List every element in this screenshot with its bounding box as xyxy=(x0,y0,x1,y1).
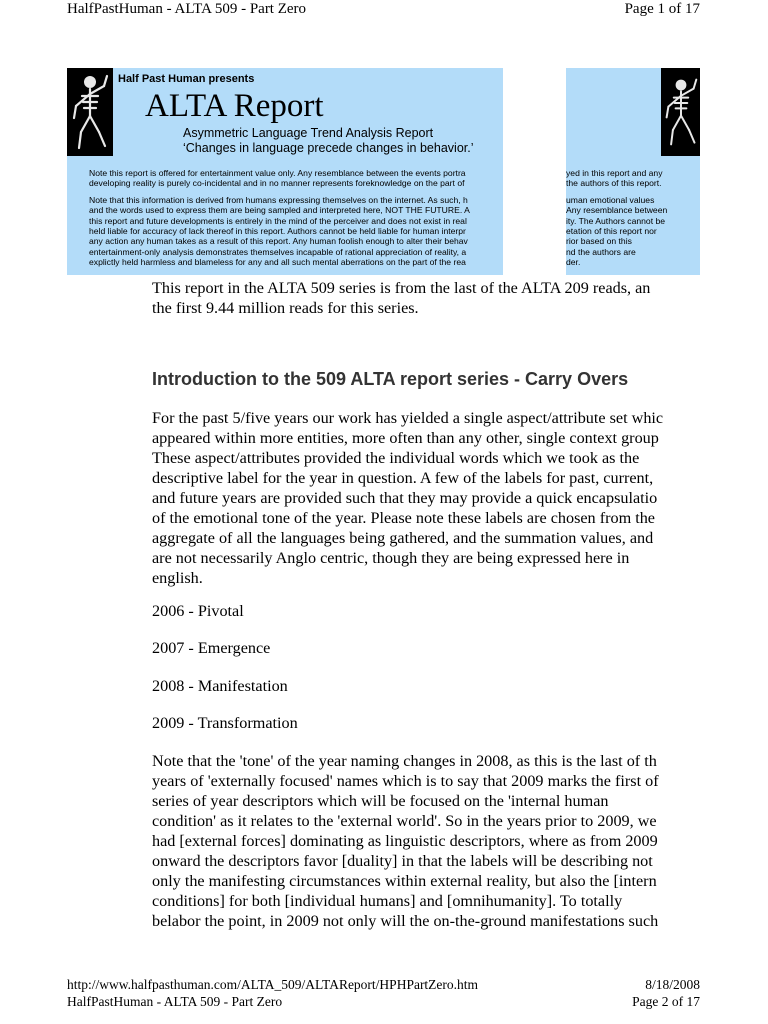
disclaimer-line: uman emotional values xyxy=(566,194,655,205)
disclaimer-line: and the words used to express them are being sampled and interpreted here, NOT THE FUTURE. A xyxy=(89,205,470,216)
banner-disclaimer-left xyxy=(89,168,503,268)
disclaimer-line: ity. The Authors cannot be xyxy=(566,215,666,226)
disclaimer-line: developing reality is purely co-incidental and in no manner represents foreknowledge on the part of xyxy=(89,178,465,189)
disclaimer-line: Any resemblance between xyxy=(566,205,668,216)
year-2007-label: 2007 - Emergence xyxy=(152,639,271,657)
text-line: Note that the 'tone' of the year naming changes in 2008, as this is the last of th xyxy=(152,752,657,770)
banner-presents: Half Past Human presents xyxy=(118,73,255,85)
disclaimer-line: etation of this report nor xyxy=(566,226,657,237)
text-line: series of year descriptors which will be focused on the 'internal human xyxy=(152,792,609,810)
banner-subtitle xyxy=(183,126,474,156)
year-2006-label: 2006 - Pivotal xyxy=(152,602,244,620)
text-line: are not necessarily Anglo centric, though they are being expressed here in xyxy=(152,549,630,567)
disclaimer-line: this report and future developments is entirely in the mind of the perceiver and does not exist in real xyxy=(89,215,467,226)
footer-date: 8/18/2008 xyxy=(645,977,700,992)
next-page-number: Page 2 of 17 xyxy=(632,994,700,1009)
text-line: of the emotional tone of the year. Please note these labels are chosen from the xyxy=(152,509,655,527)
text-line: years of 'externally focused' names which is to say that 2009 marks the first of xyxy=(152,772,659,790)
disclaimer-line: Note this report is offered for entertainment value only. Any resemblance between the events portra xyxy=(89,168,466,178)
banner-title: ALTA Report xyxy=(145,88,324,124)
text-line: belabor the point, in 2009 not only will the on-the-ground manifestations such xyxy=(152,912,659,930)
disclaimer-line: the authors of this report. xyxy=(566,178,662,189)
disclaimer-line: nd the authors are xyxy=(566,246,636,257)
disclaimer-line: explictly held harmless and blameless for any and all such mental aberrations on the part of the rea xyxy=(89,257,466,268)
text-line: For the past 5/five years our work has yielded a single aspect/attribute set whic xyxy=(152,409,664,427)
text-line: onward the descriptors favor [duality] in that the labels will be describing not xyxy=(152,852,653,870)
text-line: only the manifesting circumstances within external reality, but also the [intern xyxy=(152,872,657,890)
paragraph-tone xyxy=(152,751,700,931)
disclaimer-line: yed in this report and any xyxy=(566,168,663,178)
next-page-title: HalfPastHuman - ALTA 509 - Part Zero xyxy=(67,994,283,1009)
paragraph-labels xyxy=(152,408,700,588)
text-line: condition' as it relates to the 'external world'. So in the years prior to 2009, we xyxy=(152,812,657,830)
disclaimer-line: der. xyxy=(566,257,581,268)
text-line: appeared within more entities, more often than any other, single context group xyxy=(152,429,659,447)
text-line: and future years are provided such that they may provide a quick encapsulatio xyxy=(152,489,658,507)
skeleton-icon xyxy=(661,68,700,156)
text-line: descriptive label for the year in question. A few of the labels for past, current, xyxy=(152,469,654,487)
banner-disclaimer-right xyxy=(566,168,700,268)
text-line: the first 9.44 million reads for this series. xyxy=(152,299,419,317)
year-2008-label: 2008 - Manifestation xyxy=(152,677,288,695)
year-2009-label: 2009 - Transformation xyxy=(152,714,298,732)
text-line: aggregate of all the languages being gathered, and the summation values, and xyxy=(152,529,654,547)
disclaimer-line: Note that this information is derived from humans expressing themselves on the internet. As such, h xyxy=(89,194,468,205)
page-number: Page 1 of 17 xyxy=(624,1,700,17)
document-title: HalfPastHuman - ALTA 509 - Part Zero xyxy=(67,1,307,17)
banner-subtitle-line-1: Asymmetric Language Trend Analysis Report xyxy=(183,126,434,140)
banner-subtitle-line-2: ‘Changes in language precede changes in behavior.’ xyxy=(183,141,474,155)
footer-url[interactable]: http://www.halfpasthuman.com/ALTA_509/ALTAReport/HPHPartZero.htm xyxy=(67,977,479,992)
text-line: english. xyxy=(152,569,203,587)
disclaimer-line: entertainment-only analysis demonstrates themselves incapable of rational appreciation of reality, a xyxy=(89,246,467,257)
disclaimer-line: rior based on this xyxy=(566,236,632,247)
text-line: conditions] for both [individual humans] and [omnihumanity]. To totally xyxy=(152,892,623,910)
intro-paragraph xyxy=(152,278,700,318)
skeleton-icon xyxy=(67,68,113,156)
disclaimer-line: any action any human takes as a result of this report. Any human foolish enough to alter their behav xyxy=(89,236,468,247)
text-line: had [external forces] dominating as linguistic descriptors, where as from 2009 xyxy=(152,832,658,850)
disclaimer-line: held liable for accuracy of lack thereof in this report. Authors cannot be held liable for human interpr xyxy=(89,226,466,237)
text-line: This report in the ALTA 509 series is from the last of the ALTA 209 reads, an xyxy=(152,279,651,297)
text-line: These aspect/attributes provided the individual words which we took as the xyxy=(152,449,640,467)
section-heading: Introduction to the 509 ALTA report series - Carry Overs xyxy=(152,369,629,389)
